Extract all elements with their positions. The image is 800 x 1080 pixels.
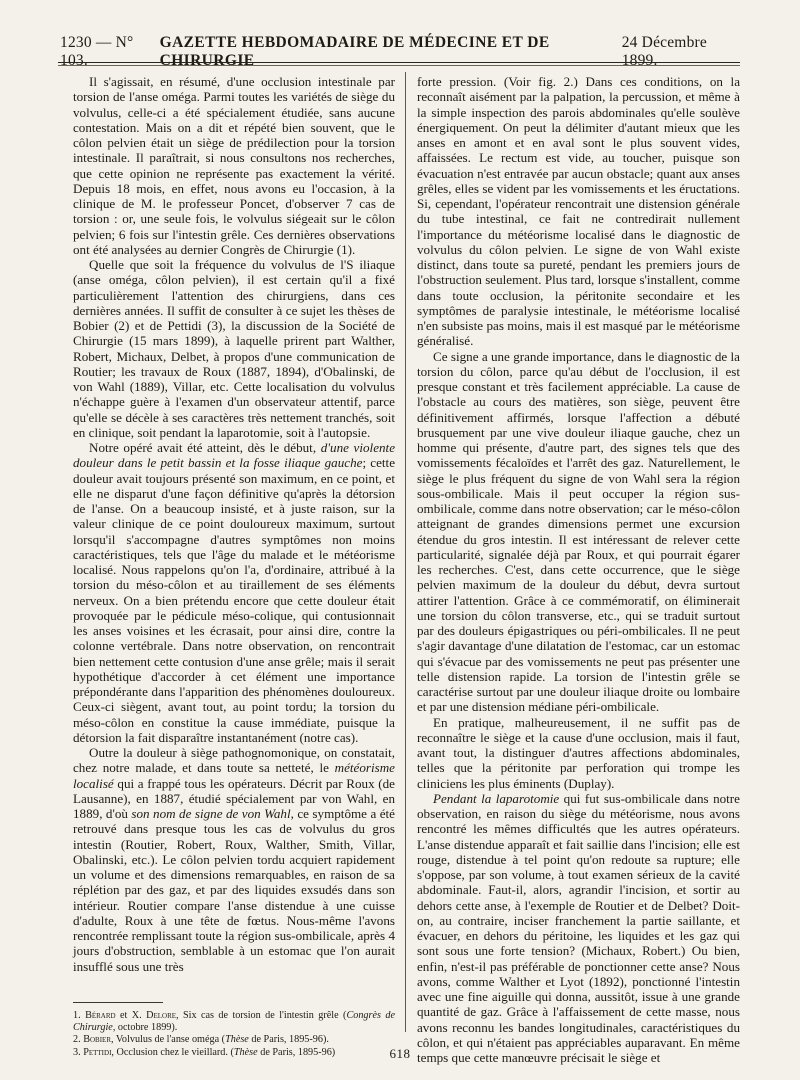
footnote-1 bbox=[73, 1010, 395, 1034]
text-run: de Paris, 1895-96). bbox=[248, 1034, 329, 1046]
footnote-number: 2. bbox=[73, 1034, 81, 1046]
text-run: et X. bbox=[115, 1010, 147, 1021]
footnote-number: 1. bbox=[73, 1010, 81, 1021]
italic-run: Pendant la laparotomie bbox=[433, 790, 560, 806]
paragraph: Il s'agissait, en résumé, d'une occlusion intestinale par torsion de l'anse oméga. Parmi toutes les variétés de siège du volvulus, celle-ci a été spécialement étudiée, sans aucune contestation. Mais on a dit et répété bien souvent, que le côlon pelvien était un siège de prédilection pour la torsion intestinale. Il paraîtrait, si nous consultons nos recherches, que cette opinion ne représente pas exactement la vérité. Depuis 18 mois, en effet, nous avons eu l'occasion, à la clinique de M. le professeur Poncet, d'observer 7 cas de torsion : or, une seule fois, le volvulus siégeait sur le côlon pelvien; 6 fois sur l'intestin grêle. Ces dernières observations ont été analysées au dernier Congrès de Chirurgie (1). bbox=[73, 74, 395, 257]
footnote-author: Bobier bbox=[83, 1034, 111, 1046]
paragraph bbox=[417, 791, 740, 1066]
italic-run: d'une violente douleur dans le petit bassin et la fosse iliaque gauche bbox=[73, 440, 396, 471]
paragraph: forte pression. (Voir fig. 2.) Dans ces conditions, on la reconnaît aisément par la palpation, la percussion, et même à la simple inspection des parois abdominales qu'elle soulève énergiquement. On peut la délimiter d'autant mieux que les anses en amont et en aval sont le plus souvent vides, affaissées. Le rectum est vide, au toucher, puisque son évacuation n'est entravée par aucun obstacle; quant aux anses grêles, elles se vident par les vomissements et les éructations. Si, cependant, l'opérateur rencontrait une distension générale du tube intestinal, ce fait ne contredirait nullement l'importance du météorisme localisé dans le diagnostic de volvulus du côlon pelvien. Le signe de von Wahl existe distinct, dans toute sa pureté, pendant les premiers jours de l'obstruction seulement. Plus tard, lorsque s'installent, comme dans toute occlusion, la péritonite secondaire et les symptômes de paralysie intestinale, le météorisme localisé n'en subsiste pas moins, mais il est masqué par le météorisme généralisé. bbox=[417, 74, 740, 349]
footnote-author: Pettidi bbox=[83, 1046, 112, 1058]
text-run: , octobre 1899). bbox=[112, 1022, 178, 1034]
paragraph: En pratique, malheureusement, il ne suffit pas de reconnaître le siège et la cause d'une occlusion, mais il faut, avant tout, la distinguer d'autres affections abdominales, telles que la péritonite par perforation qui trompe les cliniciens les plus éminents (Duplay). bbox=[417, 714, 740, 791]
page-number-issue: 1230 — N° 103. bbox=[60, 34, 134, 69]
text-run: qui a frappé tous les opérateurs. Décrit par Roux (de Lausanne), en 1887, étudié spécialement par von Wahl, en 1889, d'où bbox=[73, 775, 395, 821]
footnote-author: Bérard bbox=[85, 1010, 116, 1021]
left-column bbox=[73, 74, 395, 974]
text-run: , Six cas de torsion de l'intestin grêle ( bbox=[176, 1010, 347, 1021]
italic-run: Thèse bbox=[225, 1034, 249, 1046]
italic-run: Thèse bbox=[233, 1046, 258, 1058]
footnote-2 bbox=[73, 1034, 395, 1046]
footnote-author: Delore bbox=[146, 1010, 177, 1021]
journal-title: GAZETTE HEBDOMADAIRE DE MÉDECINE ET DE CHIRURGIE bbox=[159, 34, 550, 69]
paragraph: Ce signe a une grande importance, dans le diagnostic de la torsion du côlon, parce qu'au début de l'occlusion, il est presque constant et très facilement appréciable. La cause de l'obstacle au cours des matières, son siège, peuvent être définitivement affirmés, lorsque l'affection a débuté brusquement par une vive douleur iliaque gauche, chez un homme qui présente, d'autre part, des signes tels que des vomissements fécaloïdes et l'arrêt des gaz. Naturellement, le siège le plus fréquent du signe de von Wahl sera la région sous-ombilicale. Mais il peut occuper la région sus-ombilicale, comme dans notre observation; car le méso-côlon atteignant de grandes dimensions permet une excursion étendue du gros intestin. Il est intéressant de relever cette particularité, signalée déjà par Roux, et qui pourrait égarer les recherches. C'est, dans cette occurrence, que le siège pelvien maximum de la douleur du début, devra surtout attirer l'attention. Grâce à ce commémoratif, on éliminerait une torsion du côlon transverse, etc., qui se traduit surtout par des douleurs épigastriques ou péri-ombilicales. Il ne peut s'agir davantage d'une dilatation de l'estomac, car un estomac qui s'évacue par des vomissements ne peut pas présenter une telle distension rapide. La torsion de l'intestin grêle se caractérise surtout par une douleur iliaque droite ou lombaire et par une distension médiane péri-ombilicale. bbox=[417, 348, 740, 715]
footnote-rule bbox=[73, 1002, 163, 1003]
header-rule-thin bbox=[58, 65, 740, 66]
right-column bbox=[417, 74, 740, 1065]
paragraph: Quelle que soit la fréquence du volvulus de l'S iliaque (anse oméga, côlon pelvien), il est certain qu'il a fixé particulièrement l'attention des chirurgiens, dans ces dernières années. Il suffit de consulter à ce sujet les thèses de Bobier (2) et de Pettidi (3), la discussion de la Société de Chirurgie (15 mars 1899), à laquelle prirent part Walther, Robert, Michaux, Delbet, à propos d'une communication de Routier; les travaux de Roux (1887, 1894), d'Obalinski, de von Wahl (1889), Villar, etc. Cette localisation du volvulus n'échappe guère à l'examen d'un observateur attentif, parce qu'elle se décèle à ses caractères très nettement tranchés, soit en clinique, soit pendant la laparotomie, soit à l'autopsie. bbox=[73, 257, 395, 440]
paragraph bbox=[73, 745, 395, 974]
text-run: de Paris, 1895-96) bbox=[257, 1046, 336, 1058]
text-run: , Volvulus de l'anse oméga ( bbox=[110, 1034, 226, 1046]
italic-run: son nom de signe de von Wahl bbox=[131, 806, 291, 821]
issue-date: 24 Décembre 1899. bbox=[621, 34, 707, 69]
paragraph bbox=[73, 440, 395, 745]
header-rule bbox=[58, 62, 740, 63]
italic-run: météorisme localisé bbox=[73, 760, 395, 791]
italic-run: Congrès de Chirurgie bbox=[73, 1010, 395, 1034]
text-run: , Occlusion chez le vieillard. ( bbox=[111, 1046, 234, 1058]
text-run: ; cette douleur avait toujours présenté son maximum, en ce point, et elle ne disparut d'une façon définitive qu'après la détorsion de l'anse. On a beaucoup insisté, et à juste raison, sur la valeur clinique de ce point douloureux maximum, surtout lorsqu'il s'accompagne d'autres symptômes non moins caractéristiques, tels que l'âge du malade et le météorisme localisé. Nous rappelons qu'on l'a, d'ordinaire, attribué à la torsion du méso-côlon et au tiraillement de ses éléments nerveux. On a bien prétendu encore que cette douleur était provoquée par le pédicule méso-colique, qui contusionnait les anses voisines et les écrasait, pour ainsi dire, contre la colonne vertébrale. Dans notre observation, on rencontrait bien nettement cette contusion d'une anse grêle; mais il serait hypothétique d'accorder à cet élément une importance prépondérante dans l'apparition des phénomènes douloureux. Ceux-ci siègent, avant tout, au point tordu; la torsion du méso-côlon en constitue la cause immédiate, puisque la détorsion la fait disparaître instantanément (notre cas). bbox=[73, 455, 396, 745]
text-run: Notre opéré avait été atteint, dès le début, bbox=[89, 440, 321, 455]
text-run: Outre la douleur à siège pathognomonique, on constatait, chez notre malade, et dans toute sa netteté, le bbox=[73, 745, 395, 776]
running-head bbox=[60, 34, 740, 69]
column-divider bbox=[405, 72, 406, 1032]
folio-page-number: 618 bbox=[389, 1046, 411, 1061]
footnote-number: 3. bbox=[73, 1046, 81, 1058]
text-run: , ce symptôme a été retrouvé dans presque tous les cas de volvulus du gros intestin (Routier, Robert, Roux, Walther, Smith, Villar, Obalinski, etc.). Le côlon pelvien tordu acquiert rapidement un volume et des dimensions remarquables, en raison de sa réplétion par des gaz, et par des liquides exsudés dans son intérieur. Routier compare l'anse distendue à une cuisse d'adulte, Roux à une tête de fœtus. Nous-même l'avons rencontrée remplissant toute la région sus-ombilicale, après 4 jours d'obstruction, semblable à un estomac que l'on aurait insufflé sous une très bbox=[73, 806, 395, 974]
text-run: qui fut sus-ombilicale dans notre observation, en raison du siège du météorisme, nous avons rencontré les mêmes difficultés que les autres opérateurs. L'anse distendue apparaît et fait saillie dans l'incision; elle est rouge, distendue à tel point qu'on redoute sa rupture; elle s'oppose, par son volume, à tout examen sérieux de la cavité abdominale. Faut-il, alors, agrandir l'incision, et sortir au dehors cette anse, à l'exemple de Routier et de Delbet? Doit-on, au contraire, inciser franchement la partie saillante, et évacuer, en dehors du péritoine, les liquides et les gaz qui sont sous une forte tension? (Michaux, Robert.) Ou bien, enfin, n'est-il pas préférable de ponctionner cette anse? Nous avons, comme Walther et Lyot (1892), ponctionné l'intestin avec une fine aiguille qui donna, aussitôt, issue à une grande quantité de gaz. Grâce à l'affaissement de cette masse, nous avons reconnu les bandes longitudinales, caractéristiques du côlon, et qui n'étaient pas appréciables auparavant. En même temps que cette manœuvre précisait le siège et bbox=[417, 790, 740, 1065]
